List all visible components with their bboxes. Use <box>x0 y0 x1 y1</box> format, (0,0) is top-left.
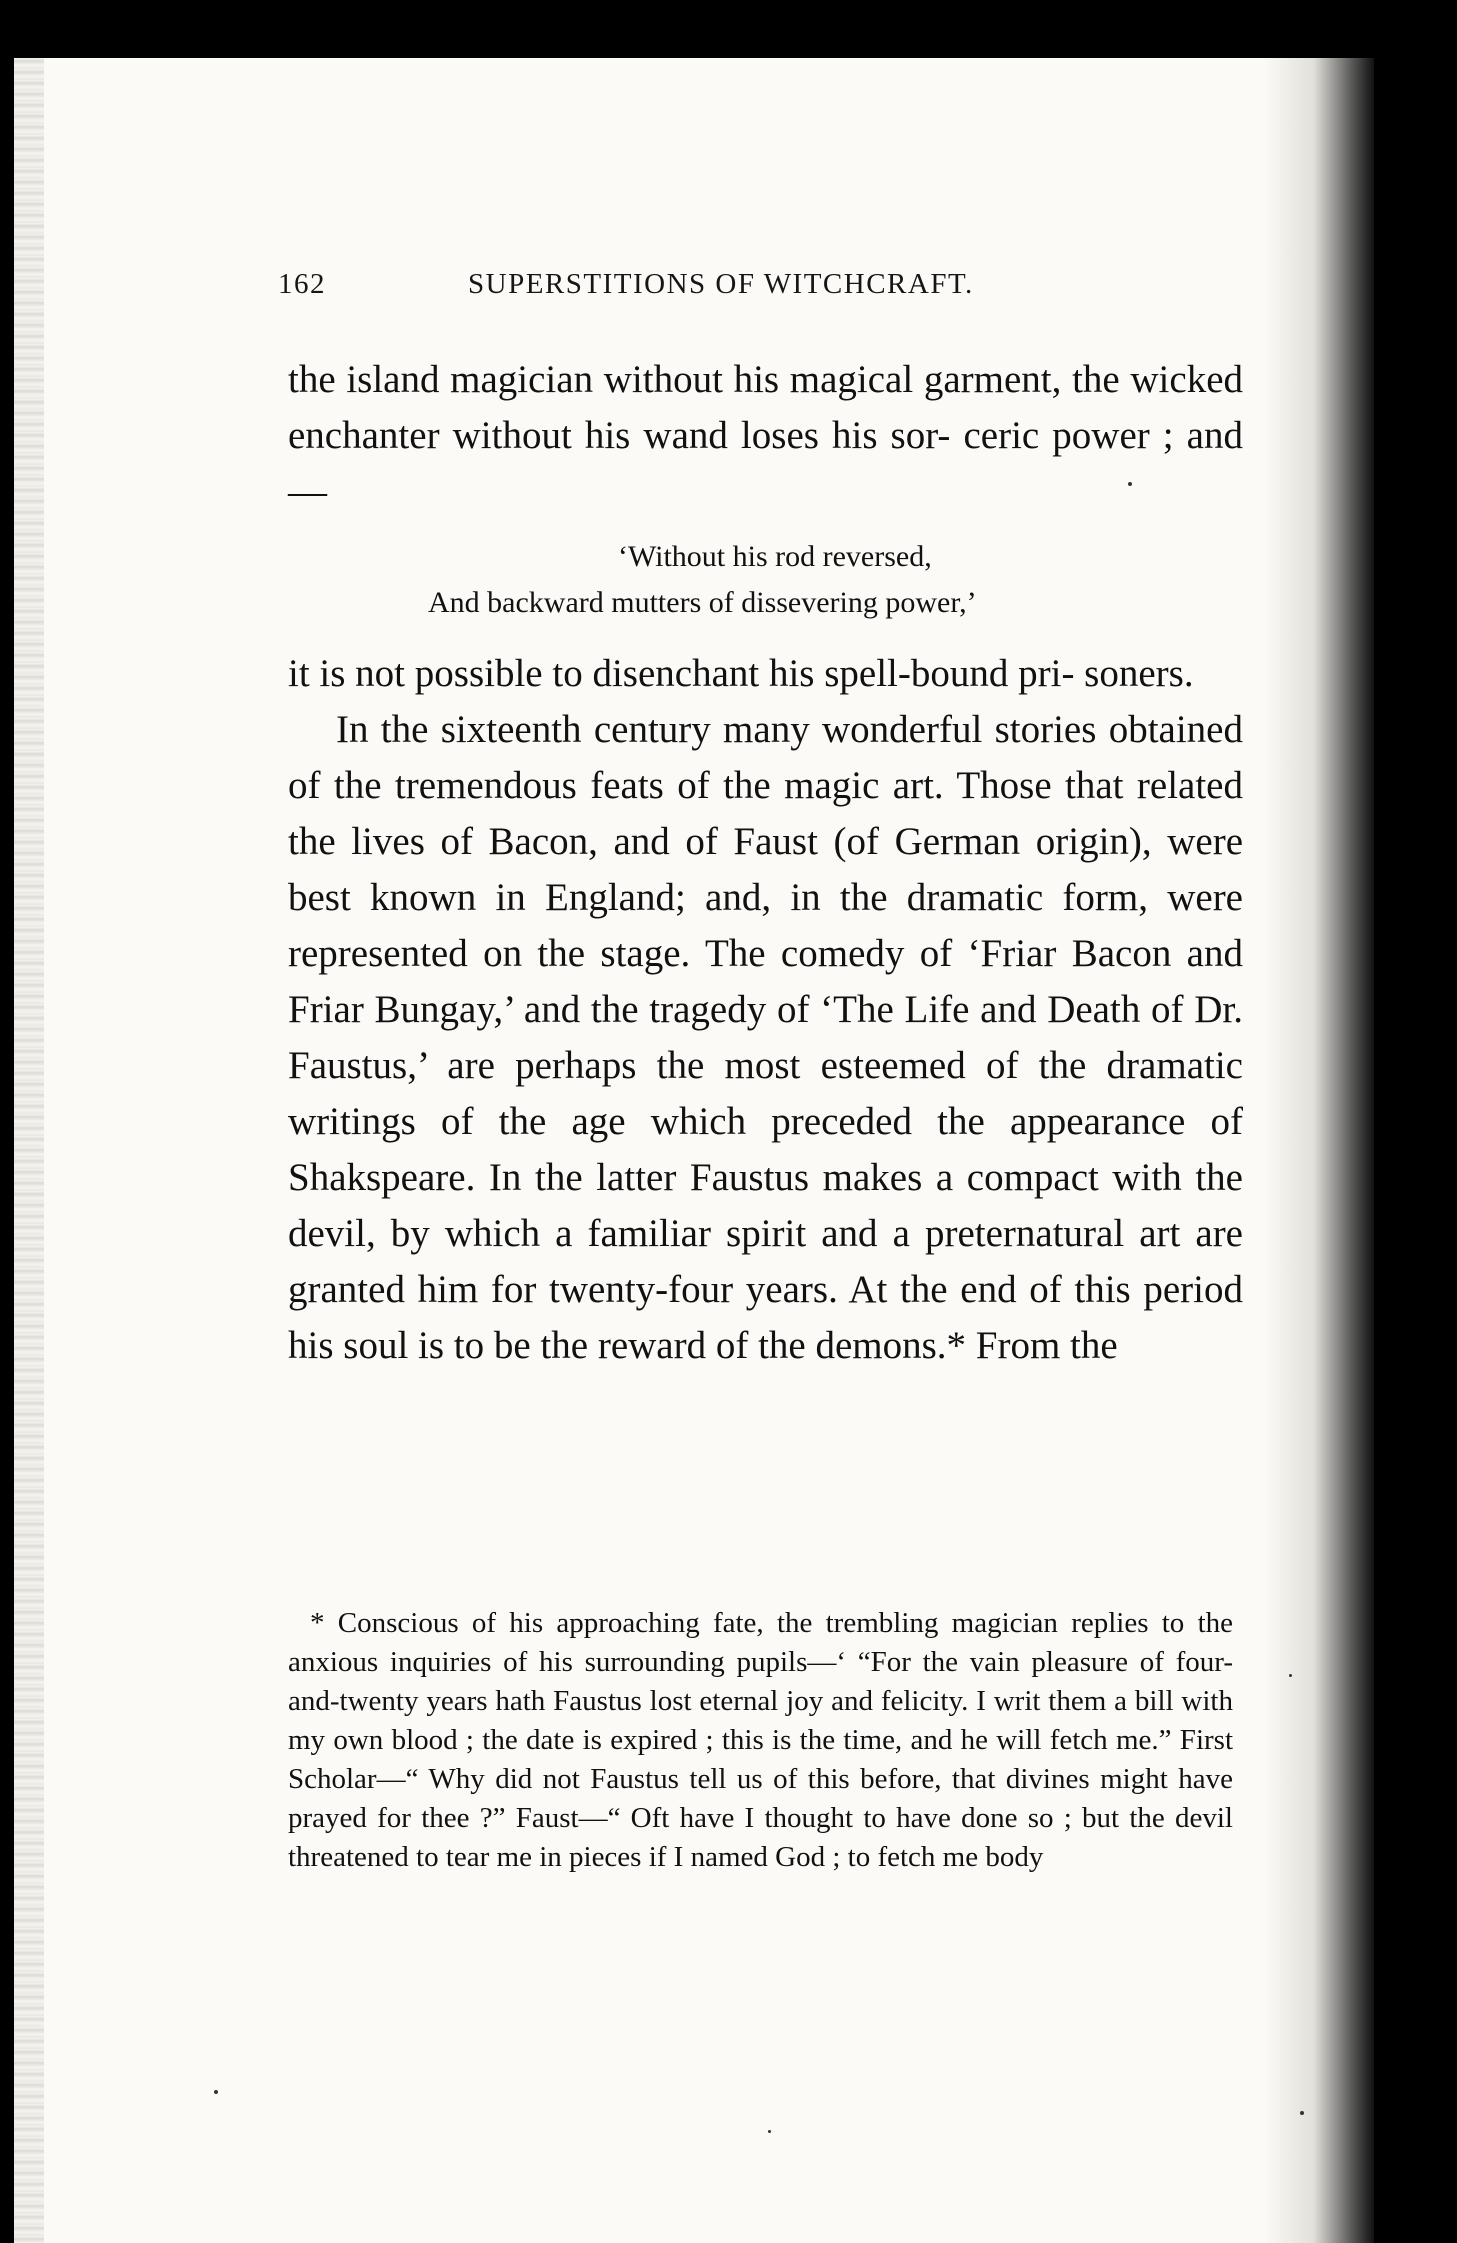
ink-speck <box>1300 2111 1304 2115</box>
footnote <box>288 1604 1233 1877</box>
paragraph-2: it is not possible to disenchant his spell-bound pri- soners. <box>288 652 1194 695</box>
ink-speck <box>214 2090 218 2094</box>
ink-speck <box>1128 482 1132 486</box>
running-title: SUPERSTITIONS OF WITCHCRAFT. <box>468 268 974 300</box>
verse-line: ‘Without his rod reversed, <box>618 540 932 573</box>
page-edge-shadow <box>1264 58 1374 2243</box>
paragraph-1: the island magician without his magical garment, the wicked enchanter without his wand loses his sor- ceric power ; and— <box>288 358 1243 513</box>
ink-speck <box>1289 1674 1292 1677</box>
main-text <box>288 352 1243 1374</box>
paragraph-3: In the sixteenth century many wonderful stories obtained of the tremendous feats of the magic art. Those that related the lives of Bacon, and of Faust (of German origin), were best known in England; and, in the dramatic form, were represented on the stage. The comedy of ‘Friar Bacon and Friar Bungay,’ and the tragedy of ‘The Life and Death of Dr. Faustus,’ are perhaps the most esteemed of the dramatic writings of the age which preceded the appearance of Shakspeare. In the latter Faustus makes a compact with the devil, by which a familiar spirit and a preternatural art are granted him for twenty-four years. At the end of this period his soul is to be the reward of the demons.* From the <box>288 708 1243 1367</box>
page-number: 162 <box>278 268 326 300</box>
verse-line: And backward mutters of dissevering power,’ <box>428 586 977 619</box>
ink-speck <box>768 2130 771 2133</box>
binding-gutter <box>14 58 44 2243</box>
footnote-text: * Conscious of his approaching fate, the trembling magician replies to the anxious inquiries of his surrounding pupils—‘ “For the vain pleasure of four-and-twenty years hath Faustus lost eternal joy and felicity. I writ them a bill with my own blood ; the date is expired ; this is the time, and he will fetch me.” First Scholar—“ Why did not Faustus tell us of this before, that divines might have prayed for thee ?” Faust—“ Oft have I thought to have done so ; but the devil threatened to tear me in pieces if I named God ; to fetch me body <box>288 1607 1233 1873</box>
running-head <box>278 268 1078 301</box>
verse-quotation <box>288 534 1243 626</box>
